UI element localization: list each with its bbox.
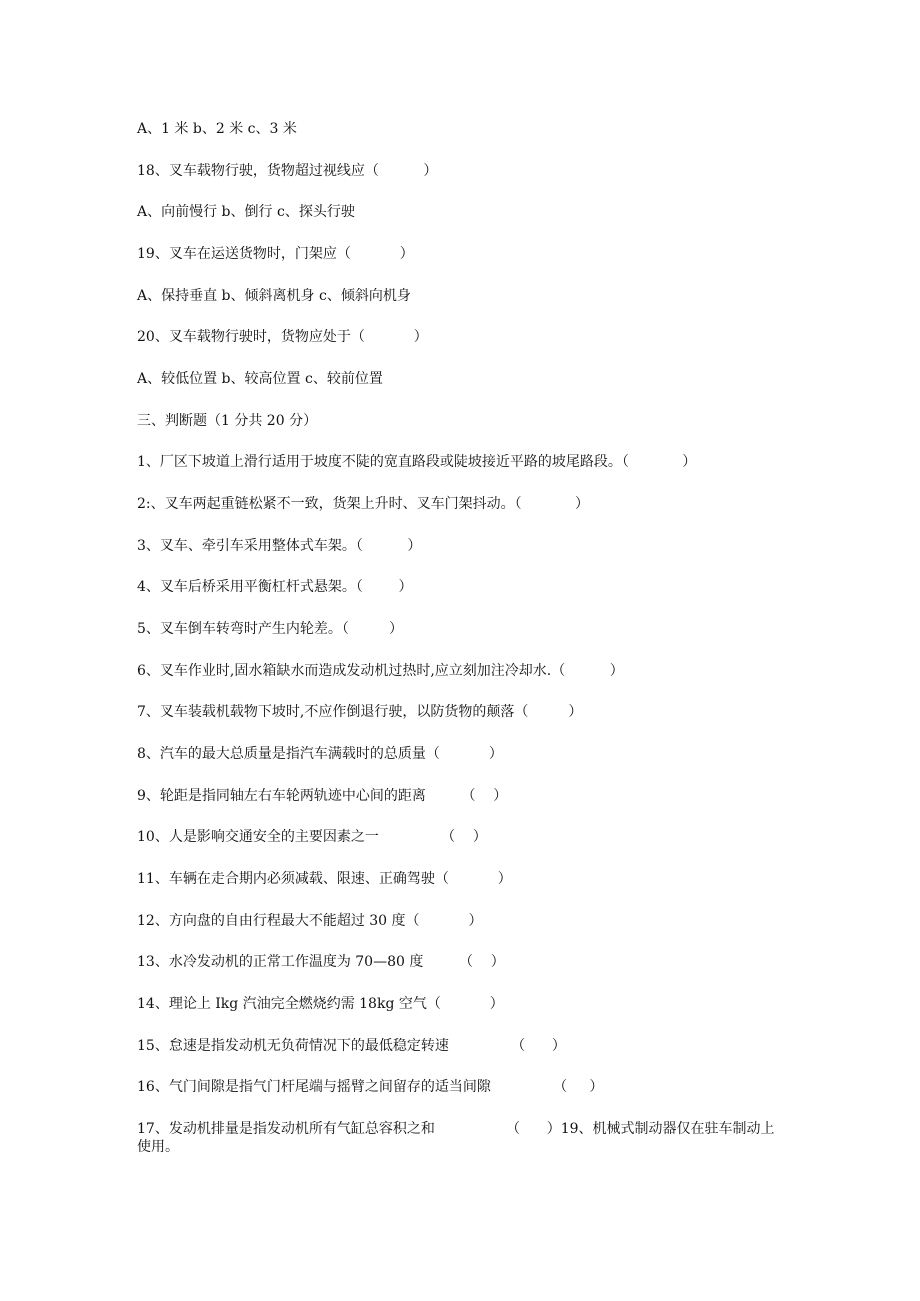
tf-item-16: 16、气门间隙是指气门杆尾端与摇臂之间留存的适当间隙 （ ） xyxy=(137,1079,604,1095)
tf-item-6: 6、叉车作业时,固水箱缺水而造成发动机过热时,应立刻加注冷却水.（ ） xyxy=(137,663,624,679)
tf-item-3: 3、叉车、牵引车采用整体式车架。（ ） xyxy=(137,538,422,554)
tf-item-1: 1、厂区下坡道上滑行适用于坡度不陡的宽直路段或陡坡接近平路的坡尾路段。（ ） xyxy=(137,454,697,470)
question-20: 20、叉车载物行驶时，货物应处于（ ） xyxy=(137,329,428,345)
question-18: 18、叉车载物行驶，货物超过视线应（ ） xyxy=(137,163,438,179)
tf-item-11: 11、车辆在走合期内必须减载、限速、正确驾驶（ ） xyxy=(137,871,512,887)
tf-item-17: 17、发动机排量是指发动机所有气缸总容积之和 （ ）19、机械式制动器仅在驻车制动上使用。 xyxy=(137,1121,775,1155)
tf-item-8: 8、汽车的最大总质量是指汽车满载时的总质量（ ） xyxy=(137,746,503,762)
section-heading-true-false: 三、判断题（1 分共 20 分） xyxy=(137,413,318,429)
option-line-17: A、1 米 b、2 米 c、3 米 xyxy=(137,121,297,137)
tf-item-15: 15、怠速是指发动机无负荷情况下的最低稳定转速 （ ） xyxy=(137,1038,566,1054)
tf-item-12: 12、方向盘的自由行程最大不能超过 30 度（ ） xyxy=(137,913,483,929)
option-line-20: A、较低位置 b、较高位置 c、较前位置 xyxy=(137,371,383,387)
option-line-19: A、保持垂直 b、倾斜离机身 c、倾斜向机身 xyxy=(137,288,411,304)
tf-item-14: 14、理论上 Ikg 汽油完全燃烧约需 18kg 空气（ ） xyxy=(137,996,504,1012)
question-19: 19、叉车在运送货物时，门架应（ ） xyxy=(137,246,414,262)
tf-item-4: 4、叉车后桥采用平衡杠杆式悬架。（ ） xyxy=(137,579,413,595)
tf-item-5: 5、叉车倒车转弯时产生内轮差。（ ） xyxy=(137,621,403,637)
option-line-18: A、向前慢行 b、倒行 c、探头行驶 xyxy=(137,204,355,220)
tf-item-9: 9、轮距是指同轴左右车轮两轨迹中心间的距离 （ ） xyxy=(137,788,508,804)
tf-item-10: 10、人是影响交通安全的主要因素之一 （ ） xyxy=(137,829,487,845)
tf-item-7: 7、叉车装载机载物下坡时,不应作倒退行驶，以防货物的颠落（ ） xyxy=(137,704,583,720)
tf-item-2: 2:、叉车两起重链松紧不一致，货架上升时、叉车门架抖动。（ ） xyxy=(137,496,590,512)
tf-item-13: 13、水冷发动机的正常工作温度为 70—80 度 （ ） xyxy=(137,954,505,970)
